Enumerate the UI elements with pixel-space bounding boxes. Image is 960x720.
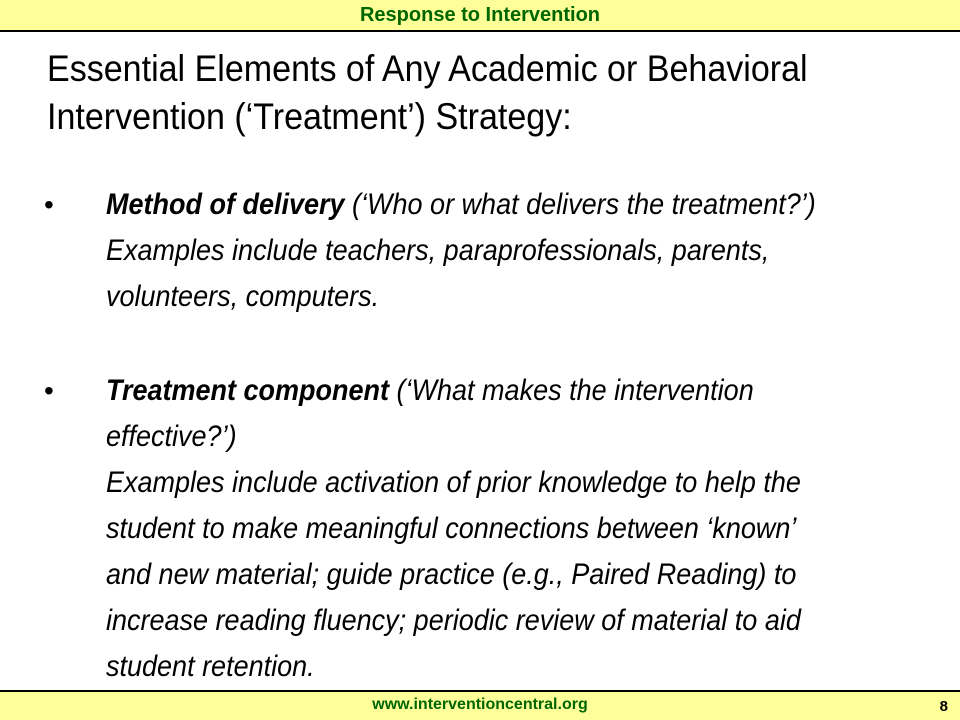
bullet-marker: • [44,375,54,406]
bullet-line: effective?’) [106,420,237,453]
bullet-marker: • [44,189,54,220]
bullet-line: and new material; guide practice (e.g., Paired Reading) to [106,558,797,591]
bullet-text [106,368,898,690]
header-bar [0,0,960,32]
bullet-term: Method of delivery [106,188,345,221]
bullet-line: increase reading fluency; periodic review of material to aid [106,604,801,637]
bullet-line: student to make meaningful connections between ‘known’ [106,512,797,545]
page-number: 8 [939,698,948,715]
bullet-question: (‘What makes the intervention [389,374,754,407]
bullet-first-line [106,368,898,414]
bullet-line: student retention. [106,650,315,683]
bullet-question: (‘Who or what delivers the treatment?’) [344,188,816,221]
footer-url-link[interactable]: www.interventioncentral.org [372,696,588,713]
bullet-line: Examples include activation of prior knowledge to help the [106,466,801,499]
bullet-line: Examples include teachers, paraprofessionals, parents, [106,234,770,267]
header-title: Response to Intervention [359,4,601,26]
slide-title-line-2: Intervention (‘Treatment’) Strategy: [47,96,572,137]
bullet-first-line [106,182,898,228]
slide-title [47,45,857,141]
bullet-term: Treatment component [106,374,390,407]
bullet-line: volunteers, computers. [106,280,380,313]
slide-title-line-1: Essential Elements of Any Academic or Behavioral [47,48,808,89]
bullet-text [106,182,898,320]
footer-bar [0,690,960,720]
